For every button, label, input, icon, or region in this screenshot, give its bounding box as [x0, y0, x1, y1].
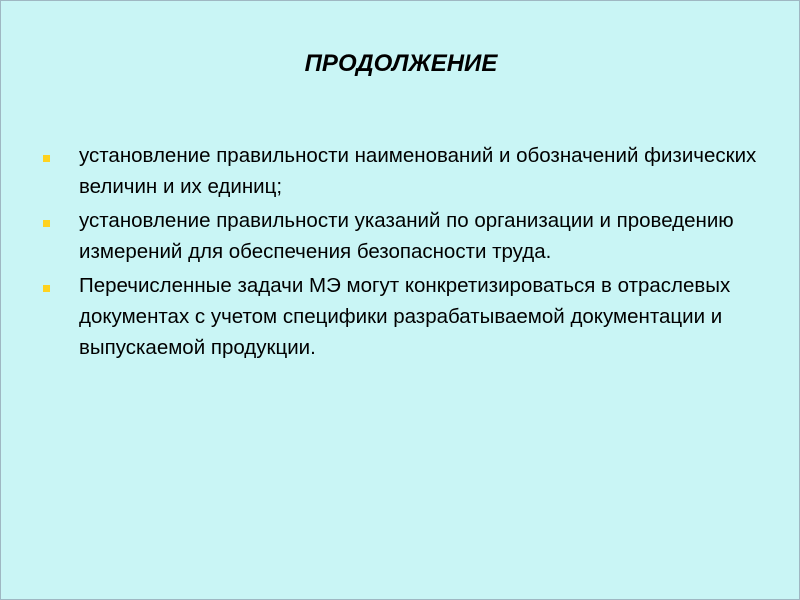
list-item — [43, 140, 763, 202]
bullet-text: установление правильности наименований и обозначений физических величин и их единиц; — [79, 144, 757, 198]
bullet-list — [43, 140, 763, 366]
square-bullet-icon — [43, 285, 50, 292]
square-bullet-icon — [43, 155, 50, 162]
bullet-text: установление правильности указаний по организации и проведению измерений для обеспечения безопасности труда. — [79, 209, 734, 263]
bullet-text: Перечисленные задачи МЭ могут конкретизироваться в отраслевых документах с учетом специфики разрабатываемой документации и выпускаемой продукции. — [79, 274, 731, 359]
square-bullet-icon — [43, 220, 50, 227]
slide-title: ПРОДОЛЖЕНИЕ — [304, 50, 498, 77]
list-item — [43, 270, 763, 363]
list-item — [43, 205, 763, 267]
